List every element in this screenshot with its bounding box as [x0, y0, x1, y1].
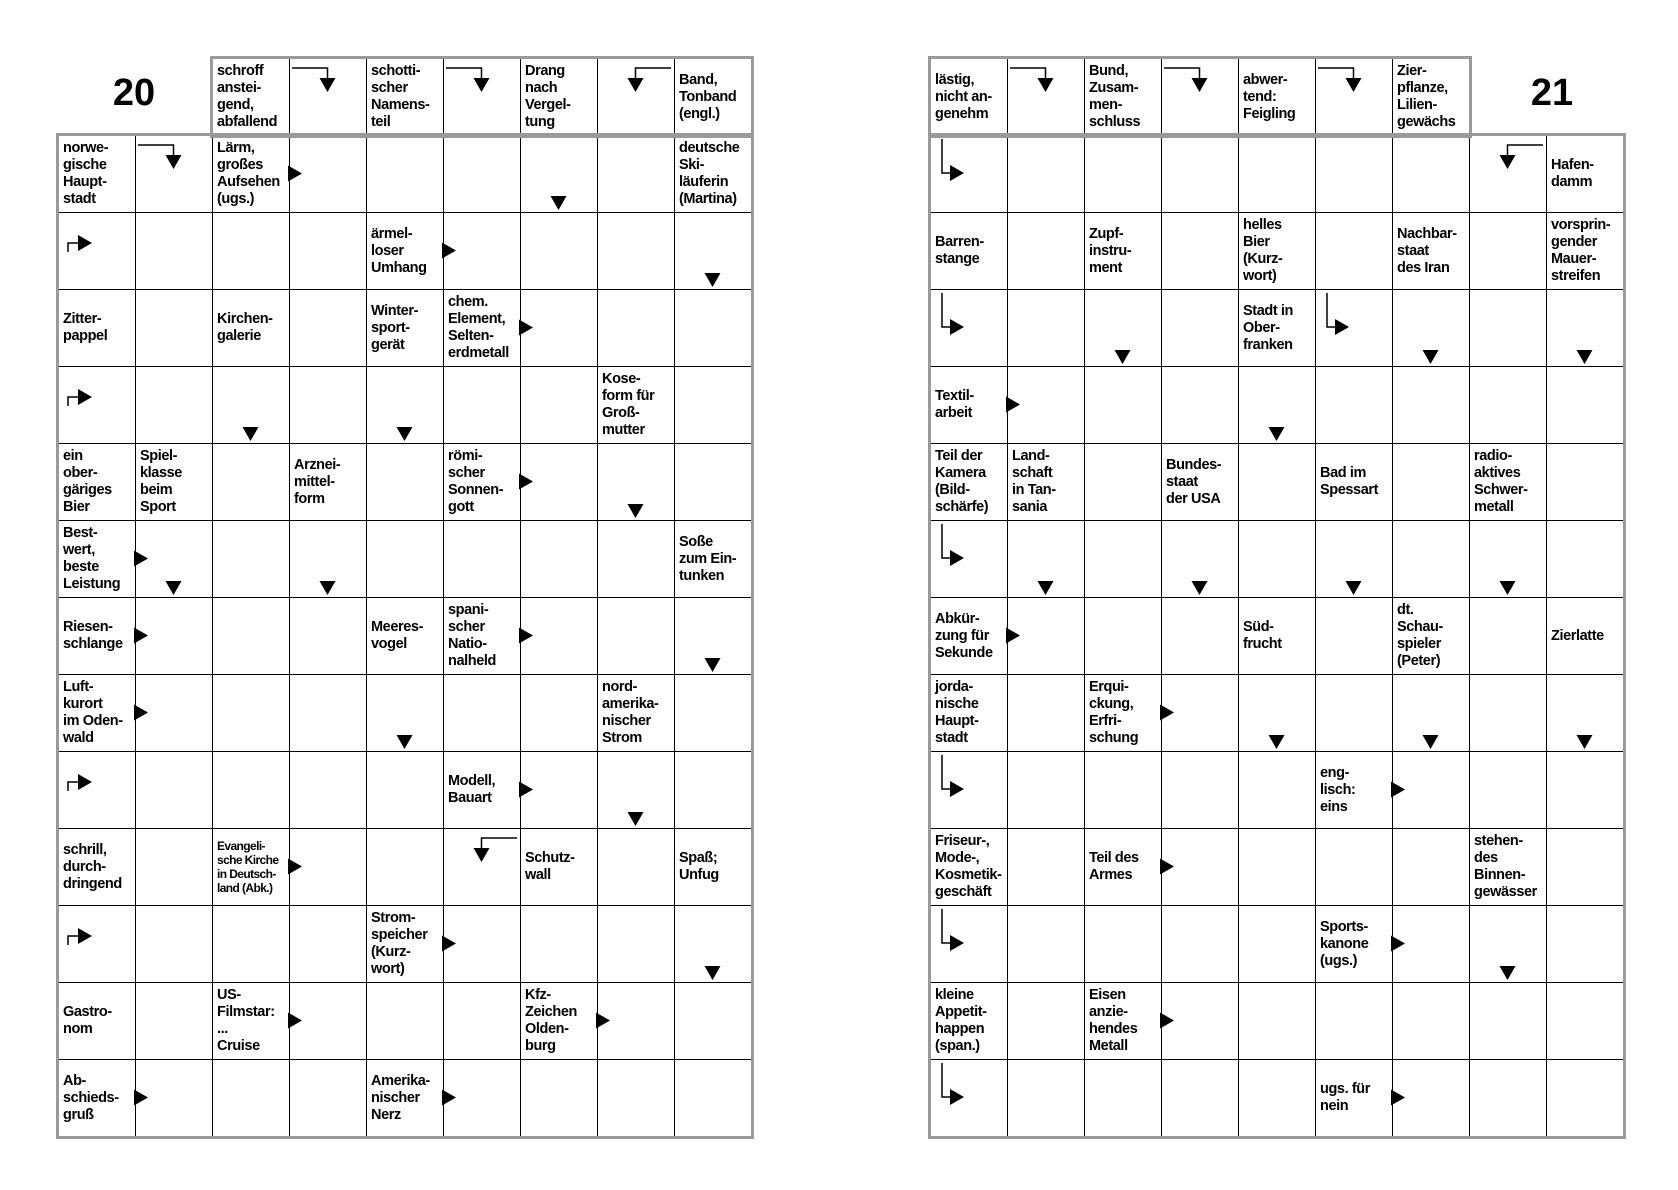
right-arrow-icon: [78, 928, 92, 944]
down-arrow-icon: [320, 78, 336, 92]
clue-text: Teil des Armes: [1089, 850, 1139, 883]
right-arrow-icon: [1160, 705, 1174, 721]
down-arrow-icon: [1115, 350, 1131, 364]
clue-text: Textil- arbeit: [935, 388, 974, 421]
right-arrow-icon: [519, 628, 533, 644]
down-arrow-icon: [1577, 350, 1593, 364]
clue-text: eng- lisch: eins: [1320, 764, 1356, 815]
clue-text: radio- aktives Schwer- metall: [1474, 448, 1528, 515]
right-arrow-icon: [1160, 859, 1174, 875]
down-arrow-icon: [1346, 581, 1362, 595]
clue-text: Best- wert, beste Leistung: [63, 525, 121, 592]
down-arrow-icon: [397, 735, 413, 749]
down-arrow-icon: [705, 966, 721, 980]
right-arrow-icon: [134, 628, 148, 644]
down-arrow-icon: [1346, 78, 1362, 92]
down-arrow-icon: [397, 427, 413, 441]
clue-text: Barren- stange: [935, 234, 984, 267]
clue-text: Strom- speicher (Kurz- wort): [371, 910, 428, 977]
clue-text: Soße zum Ein- tunken: [679, 533, 737, 584]
clue-text: Riesen- schlange: [63, 619, 123, 652]
clue-text: schotti- scher Namens- teil: [371, 63, 430, 130]
clue-text: schrill, durch- dringend: [63, 841, 122, 892]
down-arrow-icon: [551, 196, 567, 210]
down-arrow-icon: [1192, 581, 1208, 595]
clue-text: Nachbar- staat des Iran: [1397, 225, 1457, 276]
right-arrow-icon: [288, 859, 302, 875]
right-arrow-icon: [1391, 936, 1405, 952]
clue-text: Land- schaft in Tan- sania: [1012, 448, 1056, 515]
down-arrow-icon: [243, 427, 259, 441]
right-arrow-icon: [950, 935, 964, 951]
clue-text: Zierlatte: [1551, 627, 1604, 644]
clue-text: Spiel- klasse beim Sport: [140, 448, 182, 515]
clue-text: abwer- tend: Feigling: [1243, 71, 1296, 122]
right-arrow-icon: [1160, 1013, 1174, 1029]
down-arrow-icon: [166, 155, 182, 169]
clue-text: Zupf- instru- ment: [1089, 225, 1132, 276]
clue-text: dt. Schau- spieler (Peter): [1397, 602, 1443, 669]
clue-text: schroff anstei- gend, abfallend: [217, 63, 278, 130]
clue-text: Meeres- vogel: [371, 619, 424, 652]
clue-text: Spaß; Unfug: [679, 850, 719, 883]
down-arrow-icon: [1192, 78, 1208, 92]
clue-text: Amerika- nischer Nerz: [371, 1072, 430, 1123]
clue-text: vorsprin- gender Mauer- streifen: [1551, 217, 1611, 284]
right-arrow-icon: [134, 551, 148, 567]
down-arrow-icon: [320, 581, 336, 595]
clue-text: Modell, Bauart: [448, 773, 496, 806]
clue-text: Bundes- staat der USA: [1166, 456, 1222, 507]
clue-text: Band, Tonband (engl.): [679, 71, 737, 122]
clue-text: jorda- nische Haupt- stadt: [935, 679, 979, 746]
right-arrow-icon: [442, 243, 456, 259]
clue-text: Luft- kurort im Oden- wald: [63, 679, 123, 746]
down-arrow-icon: [705, 658, 721, 672]
clue-text: Kose- form für Groß- mutter: [602, 371, 655, 438]
down-arrow-icon: [1500, 966, 1516, 980]
right-arrow-icon: [950, 550, 964, 566]
down-arrow-icon: [628, 78, 644, 92]
clue-text: ärmel- loser Umhang: [371, 225, 427, 276]
clue-text: Teil der Kamera (Bild- schärfe): [935, 448, 989, 515]
right-arrow-icon: [519, 782, 533, 798]
right-arrow-icon: [1335, 319, 1349, 335]
right-arrow-icon: [288, 1013, 302, 1029]
down-arrow-icon: [1038, 78, 1054, 92]
clue-text: Gastro- nom: [63, 1004, 112, 1037]
clue-text: spani- scher Natio- nalheld: [448, 602, 496, 669]
clue-text: ein ober- gäriges Bier: [63, 448, 112, 515]
clue-text: Erqui- ckung, Erfri- schung: [1089, 679, 1139, 746]
clue-text: Winter- sport- gerät: [371, 302, 419, 353]
clue-text: kleine Appetit- happen (span.): [935, 987, 987, 1054]
clue-text: US- Filmstar: ... Cruise: [217, 987, 275, 1054]
down-arrow-icon: [474, 78, 490, 92]
down-arrow-icon: [1269, 735, 1285, 749]
clue-text: nord- amerika- nischer Strom: [602, 679, 659, 746]
right-arrow-icon: [442, 936, 456, 952]
down-arrow-icon: [628, 504, 644, 518]
clue-text: Bad im Spessart: [1320, 465, 1379, 498]
clue-text: Arznei- mittel- form: [294, 456, 341, 507]
down-arrow-icon: [474, 848, 490, 862]
right-arrow-icon: [78, 774, 92, 790]
clue-text: Süd- frucht: [1243, 619, 1282, 652]
clue-text: ugs. für nein: [1320, 1081, 1370, 1114]
down-arrow-icon: [705, 273, 721, 287]
right-arrow-icon: [78, 389, 92, 405]
right-arrow-icon: [134, 705, 148, 721]
clue-text: Abkür- zung für Sekunde: [935, 610, 993, 661]
right-arrow-icon: [1391, 782, 1405, 798]
right-arrow-icon: [288, 166, 302, 182]
down-arrow-icon: [1038, 581, 1054, 595]
clue-text: Kirchen- galerie: [217, 311, 273, 344]
clue-text: Schutz- wall: [525, 850, 575, 883]
page-number-right: 21: [1530, 72, 1574, 114]
clue-text: Zitter- pappel: [63, 311, 108, 344]
down-arrow-icon: [1500, 155, 1516, 169]
down-arrow-icon: [1500, 581, 1516, 595]
clue-text: Bund, Zusam- men- schluss: [1089, 63, 1141, 130]
right-arrow-icon: [519, 320, 533, 336]
clue-text: deutsche Ski- läuferin (Martina): [679, 140, 740, 207]
right-arrow-icon: [1006, 628, 1020, 644]
clue-text: stehen- des Binnen- gewässer: [1474, 833, 1537, 900]
down-arrow-icon: [166, 581, 182, 595]
right-arrow-icon: [1391, 1090, 1405, 1106]
right-arrow-icon: [78, 235, 92, 251]
page-number-left: 20: [112, 72, 156, 114]
down-arrow-icon: [1269, 427, 1285, 441]
clue-text: Stadt in Ober- franken: [1243, 302, 1293, 353]
right-arrow-icon: [519, 474, 533, 490]
clue-text: Zier- pflanze, Lilien- gewächs: [1397, 63, 1456, 130]
down-arrow-icon: [1423, 350, 1439, 364]
clue-text: helles Bier (Kurz- wort): [1243, 217, 1283, 284]
right-arrow-icon: [950, 319, 964, 335]
right-arrow-icon: [1006, 397, 1020, 413]
clue-text: Hafen- damm: [1551, 157, 1594, 190]
clue-text: Sports- kanone (ugs.): [1320, 918, 1369, 969]
down-arrow-icon: [1423, 735, 1439, 749]
clue-text: lästig, nicht an- genehm: [935, 71, 992, 122]
right-arrow-icon: [950, 165, 964, 181]
right-arrow-icon: [950, 1089, 964, 1105]
right-arrow-icon: [596, 1013, 610, 1029]
clue-text: Friseur-, Mode-, Kosmetik- geschäft: [935, 833, 1002, 900]
down-arrow-icon: [1577, 735, 1593, 749]
clue-text: chem. Element, Selten- erdmetall: [448, 294, 509, 361]
clue-text: römi- scher Sonnen- gott: [448, 448, 504, 515]
clue-text: Drang nach Vergel- tung: [525, 63, 571, 130]
clue-text: Kfz- Zeichen Olden- burg: [525, 987, 577, 1054]
right-arrow-icon: [442, 1090, 456, 1106]
clue-text: norwe- gische Haupt- stadt: [63, 140, 109, 207]
clue-text: Evangeli- sche Kirche in Deutsch- land (Abk.): [217, 839, 279, 895]
clue-text: Eisen anzie- hendes Metall: [1089, 987, 1138, 1054]
down-arrow-icon: [628, 812, 644, 826]
right-arrow-icon: [134, 1090, 148, 1106]
right-arrow-icon: [950, 781, 964, 797]
clue-text: Lärm, großes Aufsehen (ugs.): [217, 140, 280, 207]
clue-text: Ab- schieds- gruß: [63, 1072, 119, 1123]
